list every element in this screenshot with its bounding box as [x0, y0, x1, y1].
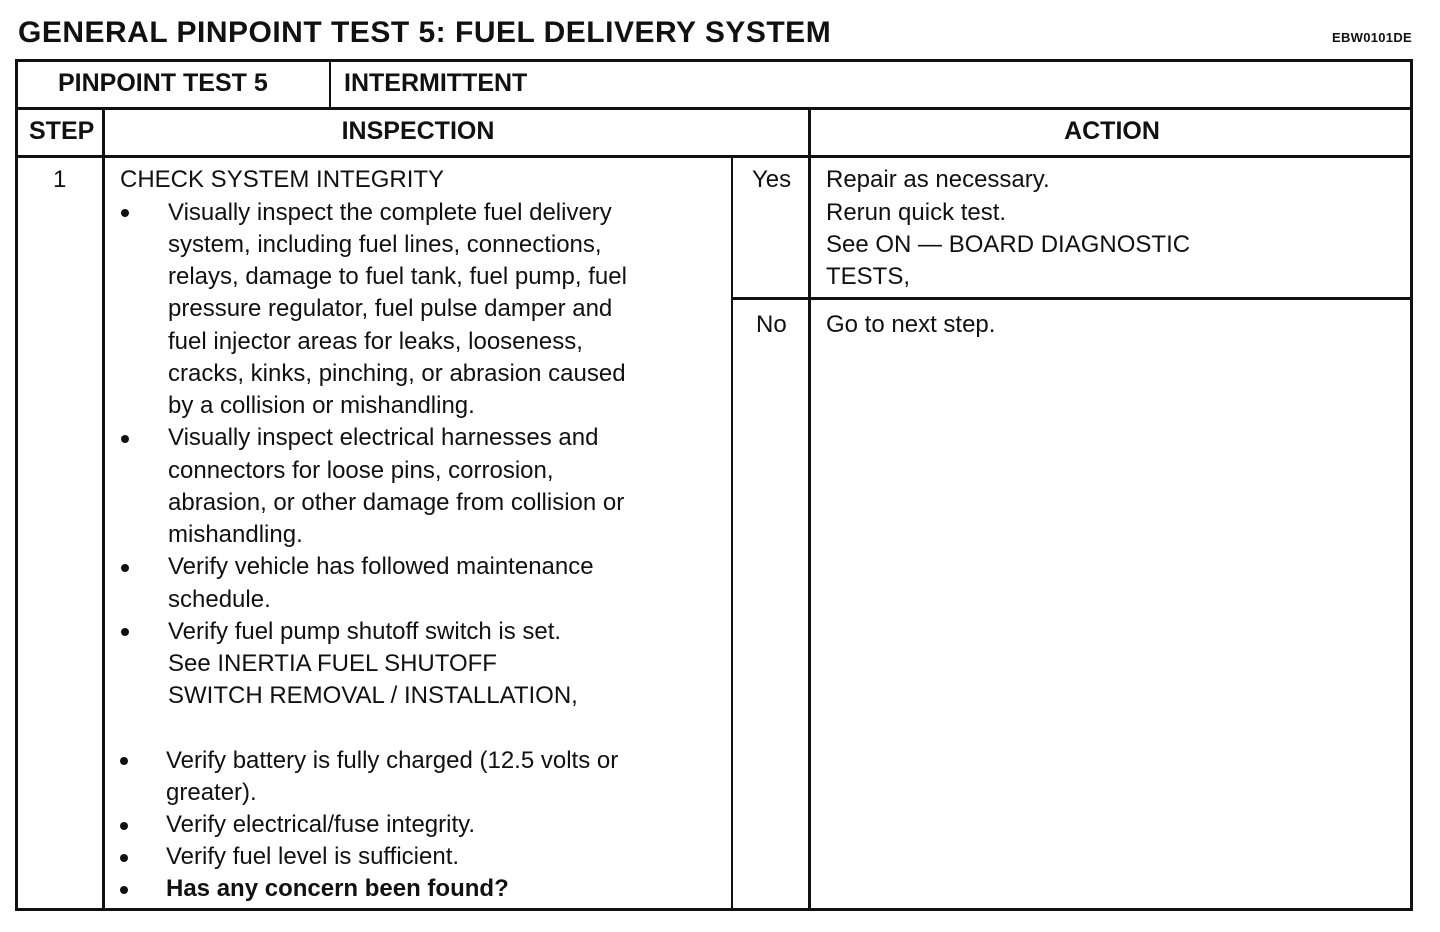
inspection-heading: CHECK SYSTEM INTEGRITY: [120, 166, 445, 193]
bullet-3-line-1: Verify vehicle has followed maintenance: [168, 553, 594, 580]
row-divider-column-header: [15, 155, 1413, 158]
bullet-4-line-2: See INERTIA FUEL SHUTOFF: [168, 650, 497, 677]
no-action-line-1: Go to next step.: [826, 311, 996, 338]
no-label: No: [756, 311, 787, 338]
col-divider-yes-no: [731, 155, 733, 911]
row-divider-yes-no: [731, 297, 1413, 300]
col-divider-test-type: [329, 59, 331, 109]
bullet-1-line-7: by a collision or mishandling.: [168, 392, 475, 419]
document-code: EBW0101DE: [1331, 30, 1412, 45]
bullet-2-line-4: mishandling.: [168, 521, 303, 548]
step-number: 1: [53, 166, 67, 193]
bullet-7-line-1: Verify fuel level is sufficient.: [166, 843, 460, 870]
bullet-1-line-3: relays, damage to fuel tank, fuel pump, fuel: [168, 263, 627, 290]
pinpoint-test-label: PINPOINT TEST 5: [58, 69, 268, 97]
col-divider-action: [808, 107, 811, 911]
concern-question: Has any concern been found?: [166, 875, 509, 902]
bullet-1-line-5: fuel injector areas for leaks, looseness,: [168, 328, 583, 355]
bullet-3-line-2: schedule.: [168, 586, 271, 613]
bullet-4-dot: [121, 628, 129, 636]
bullet-1-line-6: cracks, kinks, pinching, or abrasion caused: [168, 360, 626, 387]
bullet-8-dot: [120, 886, 128, 894]
bullet-7-dot: [120, 854, 128, 862]
bullet-4-line-3: SWITCH REMOVAL / INSTALLATION,: [168, 682, 578, 709]
bullet-1-line-4: pressure regulator, fuel pulse damper and: [168, 295, 613, 322]
pinpoint-test-type: INTERMITTENT: [344, 69, 528, 97]
bullet-5-line-1: Verify battery is fully charged (12.5 volts or: [166, 747, 619, 774]
bullet-5-line-2: greater).: [166, 779, 257, 806]
page-title: GENERAL PINPOINT TEST 5: FUEL DELIVERY SYSTEM: [18, 16, 832, 49]
yes-action-line-4: TESTS,: [826, 263, 911, 290]
bullet-2-line-2: connectors for loose pins, corrosion,: [168, 457, 554, 484]
bullet-3-dot: [121, 564, 129, 572]
bullet-6-line-1: Verify electrical/fuse integrity.: [166, 811, 476, 838]
yes-action-line-3: See ON — BOARD DIAGNOSTIC: [826, 231, 1191, 258]
column-header-inspection: INSPECTION: [341, 117, 495, 145]
row-divider-top-header: [15, 107, 1413, 110]
bullet-2-dot: [121, 435, 129, 443]
bullet-4-line-1: Verify fuel pump shutoff switch is set.: [168, 618, 562, 645]
column-header-action: ACTION: [1064, 117, 1160, 145]
bullet-6-dot: [120, 822, 128, 830]
bullet-1-line-1: Visually inspect the complete fuel delivery: [168, 199, 612, 226]
bullet-2-line-1: Visually inspect electrical harnesses and: [168, 424, 599, 451]
bullet-5-dot: [120, 757, 128, 765]
bullet-1-dot: [121, 209, 129, 217]
yes-action-line-2: Rerun quick test.: [826, 199, 1007, 226]
bullet-1-line-2: system, including fuel lines, connections,: [168, 231, 602, 258]
bullet-2-line-3: abrasion, or other damage from collision or: [168, 489, 625, 516]
yes-action-line-1: Repair as necessary.: [826, 166, 1050, 193]
yes-label: Yes: [752, 166, 792, 193]
col-divider-step: [102, 107, 105, 911]
column-header-step: STEP: [29, 117, 95, 145]
